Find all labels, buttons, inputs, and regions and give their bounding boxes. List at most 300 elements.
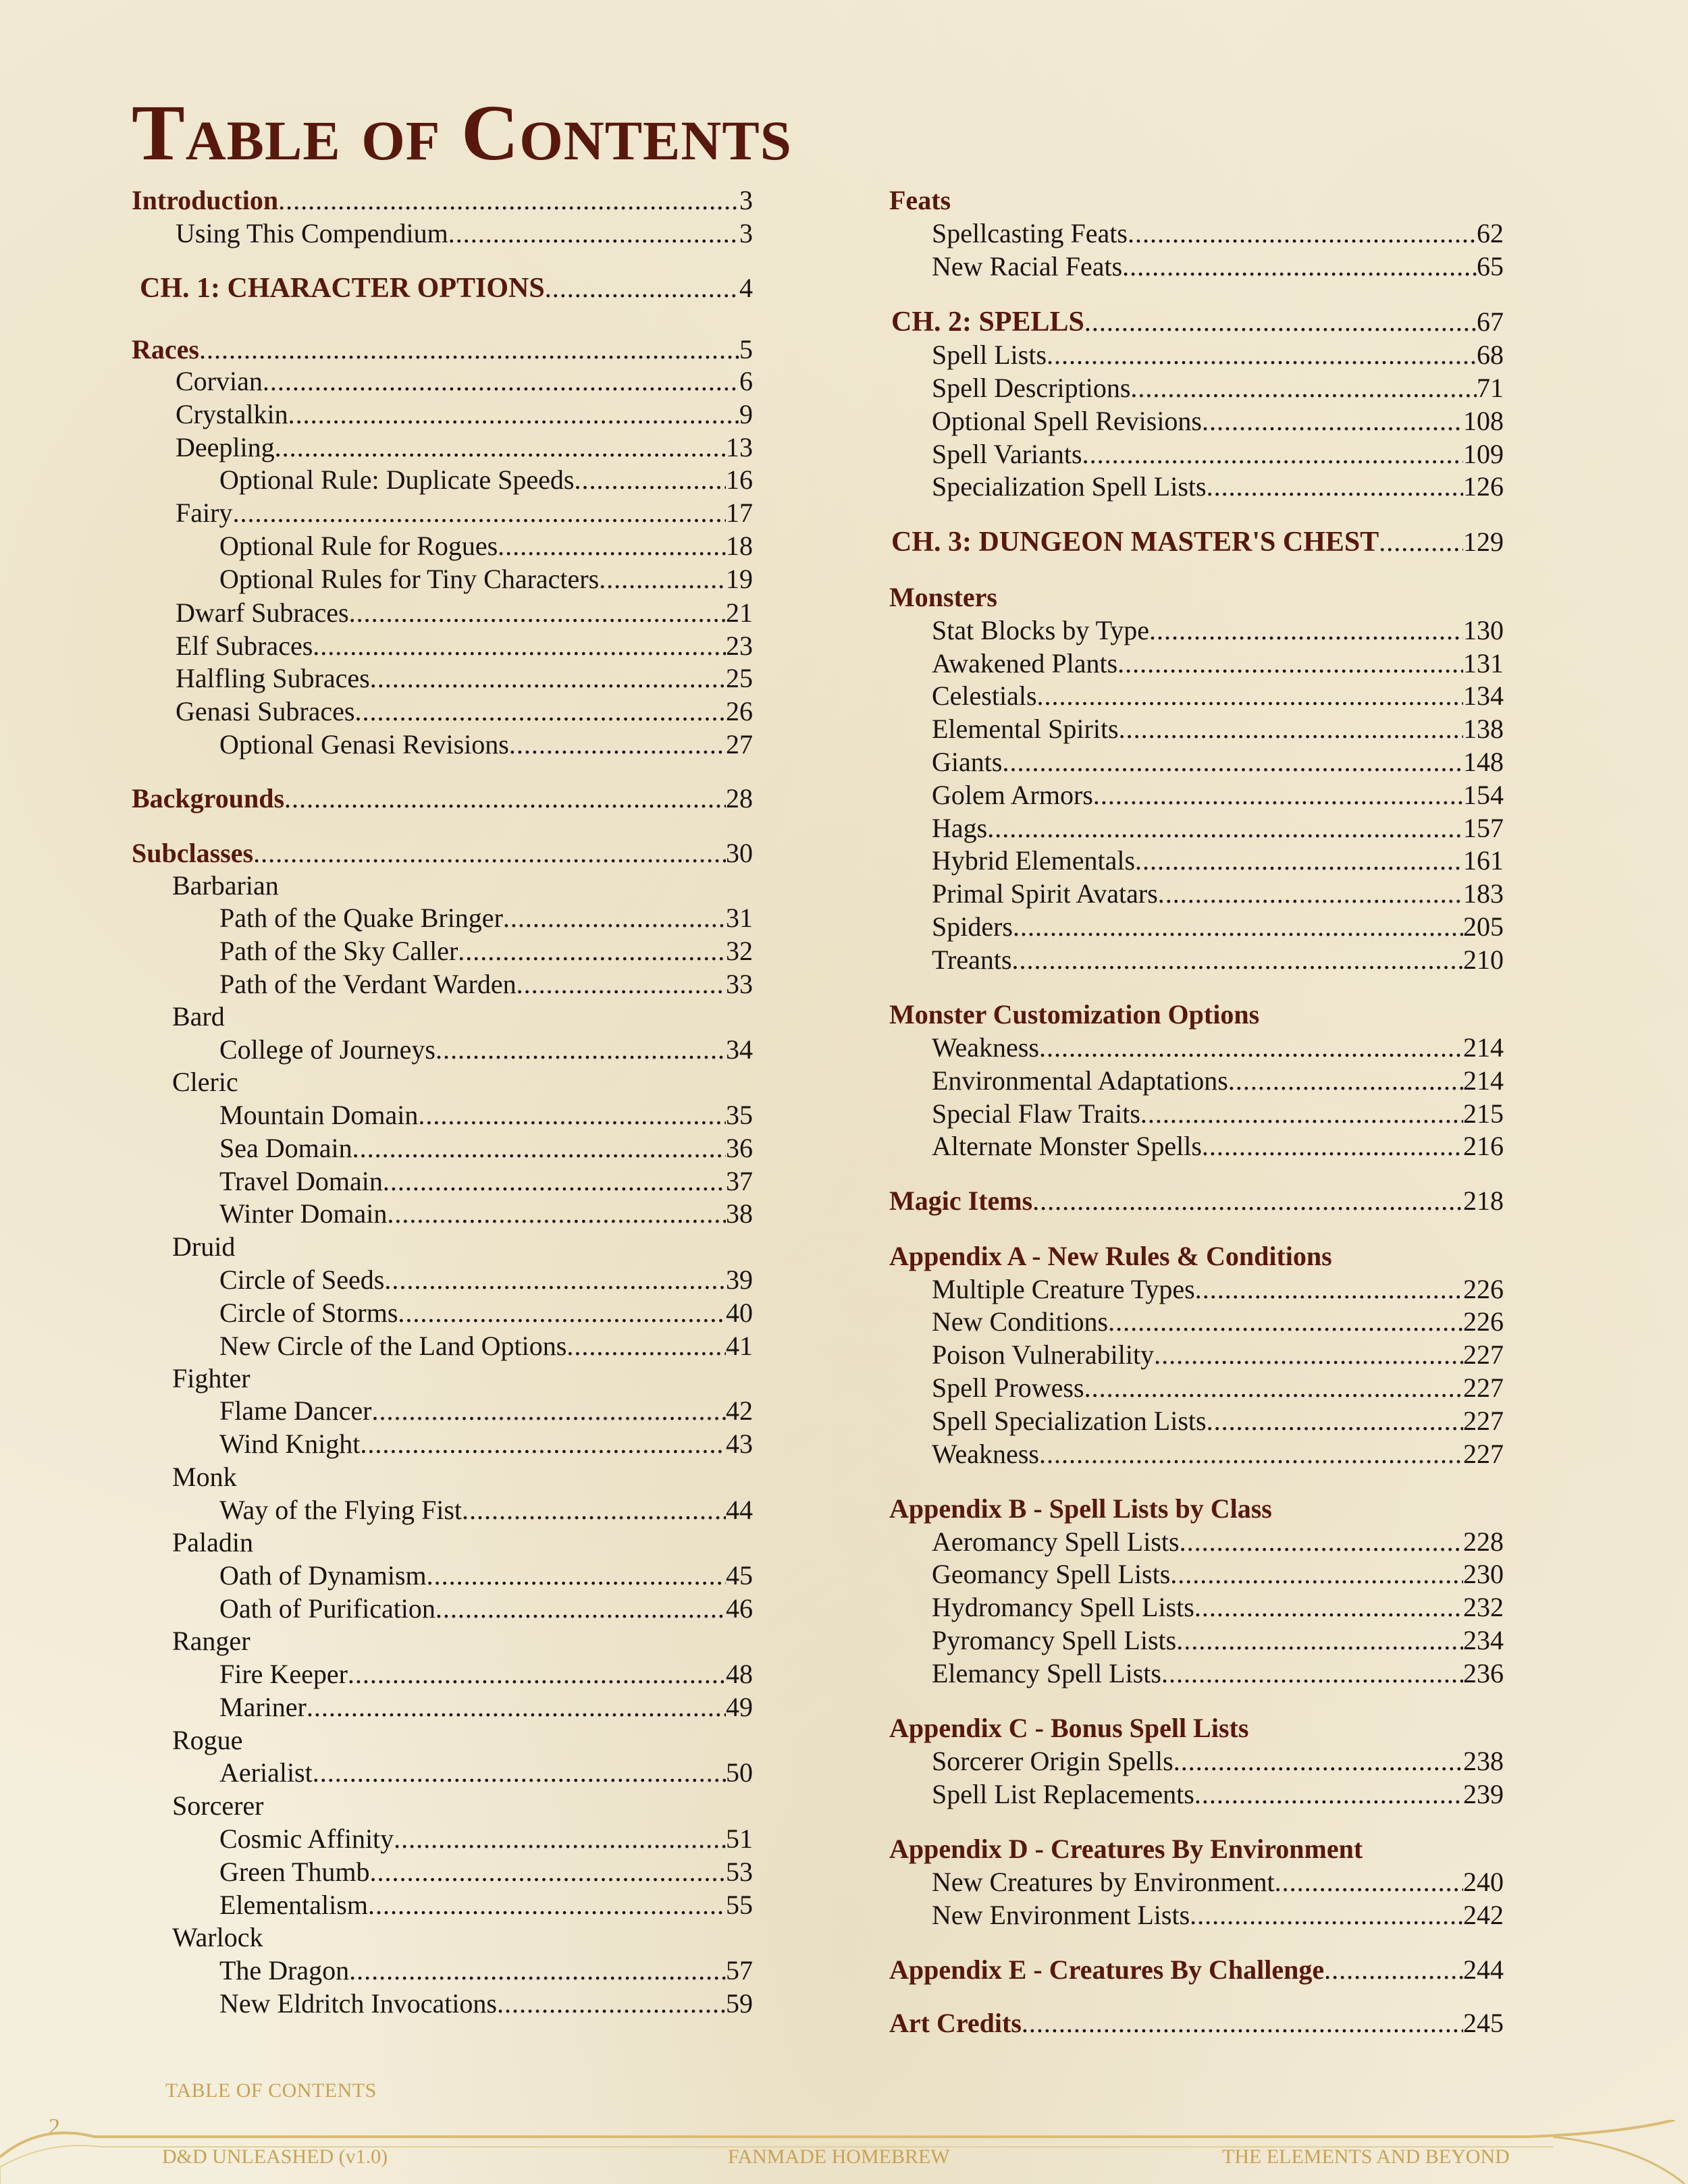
left-toc-entry[interactable] <box>132 1296 753 1329</box>
toc-entry-page: 214 <box>1463 1065 1504 1096</box>
toc-entry-label: Aerialist <box>219 1757 313 1788</box>
left-toc-entry[interactable] <box>132 562 753 595</box>
left-toc-entry[interactable] <box>132 1822 753 1855</box>
left-toc-entry[interactable] <box>132 1921 753 1954</box>
toc-entry-page: 242 <box>1463 1900 1504 1930</box>
left-toc-entry[interactable] <box>132 1657 753 1690</box>
dot-leader <box>384 1263 726 1296</box>
toc-entry-page: 214 <box>1463 1032 1504 1063</box>
dot-leader <box>566 1329 726 1362</box>
right-toc-entry[interactable] <box>886 1437 1504 1470</box>
toc-entry-page: 36 <box>726 1133 753 1163</box>
toc-entry-page: 33 <box>726 969 753 999</box>
toc-entry-page: 57 <box>726 1955 753 1986</box>
dot-leader <box>313 629 726 662</box>
toc-entry-page: 130 <box>1463 615 1504 645</box>
right-toc-entry[interactable] <box>886 1097 1504 1130</box>
dot-leader <box>448 217 739 250</box>
right-toc-entry[interactable] <box>886 1744 1504 1778</box>
toc-entry-label: Art Credits <box>889 2008 1022 2038</box>
toc-entry-label: Spell List Replacements <box>932 1779 1194 1809</box>
left-toc-entry[interactable] <box>132 934 753 967</box>
dot-leader <box>1202 404 1463 437</box>
dot-leader <box>1022 2006 1463 2040</box>
right-toc-entry[interactable] <box>886 647 1504 680</box>
right-toc-entry[interactable] <box>886 943 1504 976</box>
dot-leader <box>1207 1404 1463 1437</box>
toc-entry-label: Optional Rule: Duplicate Speeds <box>219 464 575 495</box>
right-toc-entry[interactable] <box>886 1184 1504 1217</box>
toc-entry-label: Optional Spell Revisions <box>932 406 1202 436</box>
toc-entry-label: Appendix A - New Rules & Conditions <box>889 1241 1332 1271</box>
toc-entry-label: Winter Domain <box>219 1198 388 1229</box>
toc-entry-page: 35 <box>726 1100 753 1130</box>
right-toc-entry[interactable] <box>886 1898 1504 1932</box>
toc-entry-label: Stat Blocks by Type <box>932 615 1150 645</box>
toc-entry-label: Optional Rules for Tiny Characters <box>219 564 600 594</box>
right-toc-entry[interactable] <box>886 1865 1504 1898</box>
toc-entry-label: Hybrid Elementals <box>932 845 1136 876</box>
toc-entry-label: Sorcerer Origin Spells <box>932 1746 1173 1776</box>
toc-entry-page: 236 <box>1463 1658 1504 1688</box>
right-toc-entry[interactable] <box>886 217 1504 250</box>
right-toc-entry[interactable] <box>886 1525 1504 1558</box>
dot-leader <box>368 1888 726 1921</box>
dot-leader <box>436 1033 726 1066</box>
dot-leader <box>398 1296 726 1329</box>
right-toc-entry[interactable] <box>886 679 1504 712</box>
toc-entry-label: Feats <box>889 185 951 215</box>
right-toc-entry[interactable] <box>886 1338 1504 1371</box>
right-toc-entry[interactable] <box>886 877 1504 910</box>
left-toc-entry[interactable] <box>132 662 753 695</box>
toc-entry-page: 161 <box>1463 845 1504 876</box>
toc-entry-page: 5 <box>739 334 753 365</box>
toc-entry-label: Spell Prowess <box>932 1373 1084 1403</box>
toc-entry-page: 19 <box>726 564 753 594</box>
dot-leader <box>387 1197 726 1230</box>
left-toc-entry[interactable] <box>132 184 753 217</box>
toc-entry-label: Spell Variants <box>932 439 1082 469</box>
right-toc-entry[interactable] <box>886 1832 1504 1865</box>
toc-entry-label: Paladin <box>172 1527 253 1557</box>
toc-entry-label: Barbarian <box>172 870 279 901</box>
right-toc-entry[interactable] <box>886 338 1504 371</box>
toc-entry-page: 23 <box>726 631 753 661</box>
dot-leader <box>509 728 726 761</box>
right-toc-entry[interactable] <box>886 371 1504 404</box>
right-toc-entry[interactable] <box>886 1129 1504 1163</box>
left-toc-entry[interactable] <box>132 431 753 464</box>
right-toc-entry[interactable] <box>886 1305 1504 1338</box>
toc-entry-page: 227 <box>1463 1439 1504 1469</box>
left-toc-entry[interactable] <box>132 1493 753 1526</box>
toc-entry-page: 131 <box>1463 648 1504 678</box>
toc-entry-label: Crystalkin <box>176 399 288 429</box>
toc-entry-page: 31 <box>726 903 753 933</box>
left-toc-entry[interactable] <box>132 967 753 1001</box>
dot-leader <box>1180 1525 1463 1558</box>
left-toc-entry[interactable] <box>132 695 753 728</box>
right-toc-entry[interactable] <box>886 1557 1504 1591</box>
dot-leader <box>1108 1305 1463 1338</box>
left-toc-entry[interactable] <box>132 782 753 815</box>
left-toc-entry[interactable] <box>132 333 753 366</box>
toc-entry-label: Green Thumb <box>219 1857 370 1887</box>
toc-entry-page: 227 <box>1463 1339 1504 1370</box>
toc-entry-label: Path of the Sky Caller <box>219 936 458 966</box>
dot-leader <box>1084 305 1477 338</box>
toc-entry-page: 68 <box>1477 340 1504 370</box>
right-toc-entry[interactable] <box>886 184 1504 217</box>
toc-entry-label: Appendix D - Creatures By Environment <box>889 1834 1363 1864</box>
toc-entry-label: Halfling Subraces <box>176 663 370 693</box>
toc-entry-page: 45 <box>726 1560 753 1591</box>
left-toc-entry[interactable] <box>132 1263 753 1296</box>
toc-entry-page: 216 <box>1463 1131 1504 1161</box>
dot-leader <box>1122 250 1477 283</box>
dot-leader <box>1207 470 1463 503</box>
dot-leader <box>1161 1657 1463 1690</box>
left-toc-entry[interactable] <box>132 1065 753 1098</box>
toc-entry-page: 218 <box>1463 1186 1504 1216</box>
toc-entry-label: Environmental Adaptations <box>932 1065 1228 1096</box>
left-toc-entry[interactable] <box>132 496 753 529</box>
dot-leader <box>497 1987 726 2020</box>
toc-entry-label: Celestials <box>932 681 1037 711</box>
toc-entry-page: 138 <box>1463 714 1504 744</box>
dot-leader <box>498 529 726 562</box>
toc-entry-label: Mountain Domain <box>219 1100 419 1130</box>
toc-entry-page: 25 <box>726 663 753 693</box>
right-toc-entry[interactable] <box>886 1031 1504 1064</box>
toc-entry-label: Hags <box>932 813 988 843</box>
toc-entry-label: Monsters <box>889 582 997 612</box>
dot-leader <box>1119 712 1463 745</box>
page-title: Table of Contents <box>132 88 792 177</box>
left-toc-entry[interactable] <box>132 1197 753 1230</box>
toc-entry-label: Elementalism <box>219 1890 368 1920</box>
dot-leader <box>370 1855 726 1888</box>
dot-leader <box>232 496 726 529</box>
dot-leader <box>1039 1437 1463 1470</box>
right-toc-entry[interactable] <box>886 1778 1504 1811</box>
dot-leader <box>545 271 739 304</box>
right-toc-entry[interactable] <box>886 437 1504 471</box>
dot-leader <box>1093 778 1463 811</box>
toc-entry-page: 30 <box>726 838 753 868</box>
dot-leader <box>1140 1097 1463 1130</box>
toc-entry-page: 244 <box>1463 1954 1504 1985</box>
toc-entry-label: Mariner <box>219 1692 307 1722</box>
left-toc-entry[interactable] <box>132 217 753 250</box>
left-toc-entry[interactable] <box>132 1230 753 1263</box>
right-toc-entry[interactable] <box>886 778 1504 811</box>
dot-leader <box>1202 1129 1463 1163</box>
toc-entry-label: Specialization Spell Lists <box>932 471 1207 502</box>
left-toc-entry[interactable] <box>132 596 753 629</box>
toc-entry-page: 16 <box>726 464 753 495</box>
right-toc-entry[interactable] <box>886 614 1504 647</box>
toc-entry-label: Special Flaw Traits <box>932 1098 1140 1129</box>
left-toc-entry[interactable] <box>132 1394 753 1427</box>
toc-entry-label: The Dragon <box>219 1955 350 1986</box>
dot-leader <box>307 1690 726 1724</box>
left-toc-entry[interactable] <box>132 728 753 761</box>
dot-leader <box>1012 943 1463 976</box>
toc-entry-page: 59 <box>726 1988 753 2019</box>
dot-leader <box>370 662 726 695</box>
toc-entry-page: 49 <box>726 1692 753 1722</box>
dot-leader <box>436 1592 726 1625</box>
toc-entry-label: Alternate Monster Spells <box>932 1131 1202 1161</box>
dot-leader <box>418 1098 726 1131</box>
left-toc-entry[interactable] <box>132 901 753 934</box>
toc-entry-label: Using This Compendium <box>176 218 448 248</box>
toc-entry-label: Rogue <box>172 1725 243 1755</box>
toc-entry-label: Primal Spirit Avatars <box>932 878 1158 909</box>
left-toc-entry[interactable] <box>132 1855 753 1888</box>
toc-entry-label: Magic Items <box>889 1186 1033 1216</box>
right-toc-entry[interactable] <box>886 1624 1504 1657</box>
dot-leader <box>1039 1031 1463 1064</box>
toc-entry-page: 227 <box>1463 1373 1504 1403</box>
dot-leader <box>1032 1184 1463 1217</box>
toc-entry-page: 227 <box>1463 1406 1504 1436</box>
toc-entry-page: 50 <box>726 1757 753 1788</box>
toc-entry-label: Deepling <box>176 432 275 462</box>
toc-entry-label: Path of the Verdant Warden <box>219 969 517 999</box>
toc-entry-page: 28 <box>726 783 753 814</box>
toc-entry-label: Awakened Plants <box>932 648 1118 678</box>
right-toc-entry[interactable] <box>886 250 1504 283</box>
toc-entry-label: Weakness <box>932 1032 1039 1063</box>
right-toc-entry[interactable] <box>886 1492 1504 1525</box>
toc-entry-page: 238 <box>1463 1746 1504 1776</box>
right-toc-entry[interactable] <box>886 1064 1504 1097</box>
toc-entry-page: 205 <box>1463 911 1504 942</box>
right-toc-entry[interactable] <box>886 1273 1504 1306</box>
dot-leader <box>1117 647 1463 680</box>
toc-entry-label: Optional Rule for Rogues <box>219 531 498 561</box>
dot-leader <box>394 1822 726 1855</box>
left-toc-entry[interactable] <box>132 1460 753 1493</box>
dot-leader <box>349 596 726 629</box>
toc-entry-page: 65 <box>1477 251 1504 282</box>
left-toc-entry[interactable] <box>132 463 753 496</box>
dot-leader <box>1190 1898 1463 1932</box>
toc-entry-label: Way of the Flying Fist <box>219 1495 463 1525</box>
dot-leader <box>352 1131 726 1165</box>
right-toc-entry[interactable] <box>886 1371 1504 1404</box>
left-toc-entry[interactable] <box>132 398 753 431</box>
right-toc-entry[interactable] <box>886 844 1504 877</box>
dot-leader <box>371 1394 726 1427</box>
toc-entry-page: 21 <box>726 597 753 628</box>
left-toc-entry[interactable] <box>132 1789 753 1822</box>
toc-entry-label: Optional Genasi Revisions <box>219 729 509 760</box>
toc-entry-page: 109 <box>1463 439 1504 469</box>
toc-entry-page: 183 <box>1463 878 1504 909</box>
toc-entry-label: Appendix C - Bonus Spell Lists <box>889 1713 1249 1743</box>
toc-entry-label: Subclasses <box>132 838 254 868</box>
toc-entry-label: Spell Descriptions <box>932 373 1131 403</box>
left-toc-entry[interactable] <box>132 836 753 870</box>
toc-entry-page: 39 <box>726 1264 753 1295</box>
toc-entry-label: Warlock <box>172 1922 263 1952</box>
left-toc-entry[interactable] <box>132 1362 753 1395</box>
right-toc-entry[interactable] <box>886 1711 1504 1744</box>
right-toc-entry[interactable] <box>886 305 1504 338</box>
left-toc-entry[interactable] <box>132 1098 753 1131</box>
toc-entry-page: 240 <box>1463 1867 1504 1897</box>
footer-left-text: D&D UNLEASHED (v1.0) <box>162 2146 388 2168</box>
toc-entry-page: 154 <box>1463 780 1504 810</box>
right-toc-entry[interactable] <box>886 581 1504 614</box>
left-toc-entry[interactable] <box>132 1987 753 2020</box>
left-toc-entry[interactable] <box>132 1526 753 1559</box>
right-toc-entry[interactable] <box>886 470 1504 503</box>
toc-entry-page: 226 <box>1463 1306 1504 1337</box>
toc-entry-page: 134 <box>1463 681 1504 711</box>
toc-entry-label: Sorcerer <box>172 1790 264 1821</box>
dot-leader <box>599 562 726 595</box>
toc-entry-label: CH. 2: SPELLS <box>891 307 1084 338</box>
right-toc-entry[interactable] <box>886 525 1504 558</box>
toc-entry-page: 27 <box>726 729 753 760</box>
left-toc-entry[interactable] <box>132 1559 753 1592</box>
toc-entry-label: Elf Subraces <box>176 631 313 661</box>
dot-leader <box>1128 217 1477 250</box>
left-toc-entry[interactable] <box>132 1033 753 1066</box>
toc-entry-page: 230 <box>1463 1559 1504 1589</box>
toc-entry-label: Corvian <box>176 366 263 396</box>
footer-center-text: FANMADE HOMEBREW <box>728 2146 950 2168</box>
toc-entry-label: CH. 3: DUNGEON MASTER'S CHEST <box>891 527 1379 558</box>
toc-entry-page: 108 <box>1463 406 1504 436</box>
right-toc-entry[interactable] <box>886 1657 1504 1690</box>
toc-entry-page: 215 <box>1463 1098 1504 1129</box>
left-toc-entry[interactable] <box>132 1724 753 1757</box>
toc-entry-page: 32 <box>726 936 753 966</box>
toc-entry-page: 148 <box>1463 747 1504 777</box>
toc-entry-label: Monk <box>172 1462 237 1492</box>
dot-leader <box>987 811 1463 845</box>
dot-leader <box>354 695 726 728</box>
dot-leader <box>263 365 739 398</box>
left-toc-entry[interactable] <box>132 1131 753 1165</box>
left-toc-entry[interactable] <box>132 1000 753 1033</box>
dot-leader <box>1154 1338 1463 1371</box>
dot-leader <box>1082 437 1463 471</box>
toc-entry-label: Spiders <box>932 911 1013 942</box>
dot-leader <box>349 1954 726 1987</box>
right-toc-entry[interactable] <box>886 404 1504 437</box>
toc-entry-page: 4 <box>739 273 753 303</box>
left-toc-entry[interactable] <box>132 1165 753 1198</box>
left-toc-entry[interactable] <box>132 1427 753 1460</box>
toc-entry-label: Circle of Storms <box>219 1298 398 1328</box>
toc-entry-page: 55 <box>726 1890 753 1920</box>
toc-entry-label: Druid <box>172 1231 236 1262</box>
toc-entry-label: Races <box>132 334 199 365</box>
right-toc-entry[interactable] <box>886 998 1504 1031</box>
dot-leader <box>427 1559 726 1592</box>
left-toc-entry[interactable] <box>132 1888 753 1921</box>
left-toc-entry[interactable] <box>132 869 753 902</box>
toc-entry-page: 234 <box>1463 1625 1504 1655</box>
toc-entry-label: Circle of Seeds <box>219 1264 385 1295</box>
left-toc-entry[interactable] <box>132 1592 753 1625</box>
right-toc-entry[interactable] <box>886 1240 1504 1273</box>
left-toc-entry[interactable] <box>132 1756 753 1789</box>
toc-entry-label: Spell Lists <box>932 340 1047 370</box>
toc-entry-label: Oath of Dynamism <box>219 1560 427 1591</box>
toc-entry-label: Multiple Creature Types <box>932 1274 1195 1304</box>
left-toc-entry[interactable] <box>132 1329 753 1362</box>
right-toc-entry[interactable] <box>886 1953 1504 1986</box>
left-toc-entry[interactable] <box>132 271 753 304</box>
toc-entry-label: College of Journeys <box>219 1034 436 1065</box>
dot-leader <box>1158 877 1463 910</box>
right-toc-entry[interactable] <box>886 712 1504 745</box>
left-toc-entry[interactable] <box>132 1954 753 1987</box>
toc-entry-label: Backgrounds <box>132 783 285 814</box>
toc-entry-page: 129 <box>1463 527 1504 557</box>
right-toc-entry[interactable] <box>886 910 1504 943</box>
toc-entry-label: Weakness <box>932 1439 1039 1469</box>
toc-entry-label: New Conditions <box>932 1306 1109 1337</box>
toc-entry-label: Path of the Quake Bringer <box>219 903 503 933</box>
dot-leader <box>1194 1591 1463 1624</box>
left-toc-entry[interactable] <box>132 1624 753 1657</box>
dot-leader <box>284 782 726 815</box>
toc-entry-label: Spell Specialization Lists <box>932 1406 1207 1436</box>
toc-entry-label: Golem Armors <box>932 780 1093 810</box>
dot-leader <box>1135 844 1463 877</box>
right-toc-entry[interactable] <box>886 745 1504 778</box>
toc-entry-label: Geomancy Spell Lists <box>932 1559 1171 1589</box>
right-toc-entry[interactable] <box>886 811 1504 845</box>
toc-entry-page: 6 <box>739 366 753 396</box>
dot-leader <box>1047 338 1477 371</box>
toc-entry-page: 17 <box>726 498 753 528</box>
left-toc-entry[interactable] <box>132 1690 753 1724</box>
right-toc-entry[interactable] <box>886 2006 1504 2040</box>
toc-entry-page: 245 <box>1463 2008 1504 2038</box>
toc-entry-page: 13 <box>726 432 753 462</box>
right-toc-entry[interactable] <box>886 1404 1504 1437</box>
dot-leader <box>1173 1744 1463 1778</box>
dot-leader <box>253 836 726 870</box>
toc-entry-page: 44 <box>726 1495 753 1525</box>
toc-entry-page: 71 <box>1477 373 1504 403</box>
toc-entry-label: Ranger <box>172 1626 250 1656</box>
left-toc-entry[interactable] <box>132 529 753 562</box>
toc-entry-page: 232 <box>1463 1592 1504 1622</box>
left-toc-entry[interactable] <box>132 365 753 398</box>
toc-entry-page: 46 <box>726 1593 753 1624</box>
toc-entry-label: Cleric <box>172 1067 238 1097</box>
toc-entry-page: 38 <box>726 1198 753 1229</box>
dot-leader <box>313 1756 726 1789</box>
dot-leader <box>1194 1778 1463 1811</box>
left-toc-entry[interactable] <box>132 629 753 662</box>
right-toc-entry[interactable] <box>886 1591 1504 1624</box>
toc-entry-label: Monster Customization Options <box>889 999 1260 1030</box>
toc-entry-label: Treants <box>932 944 1012 975</box>
toc-entry-label: Hydromancy Spell Lists <box>932 1592 1194 1622</box>
